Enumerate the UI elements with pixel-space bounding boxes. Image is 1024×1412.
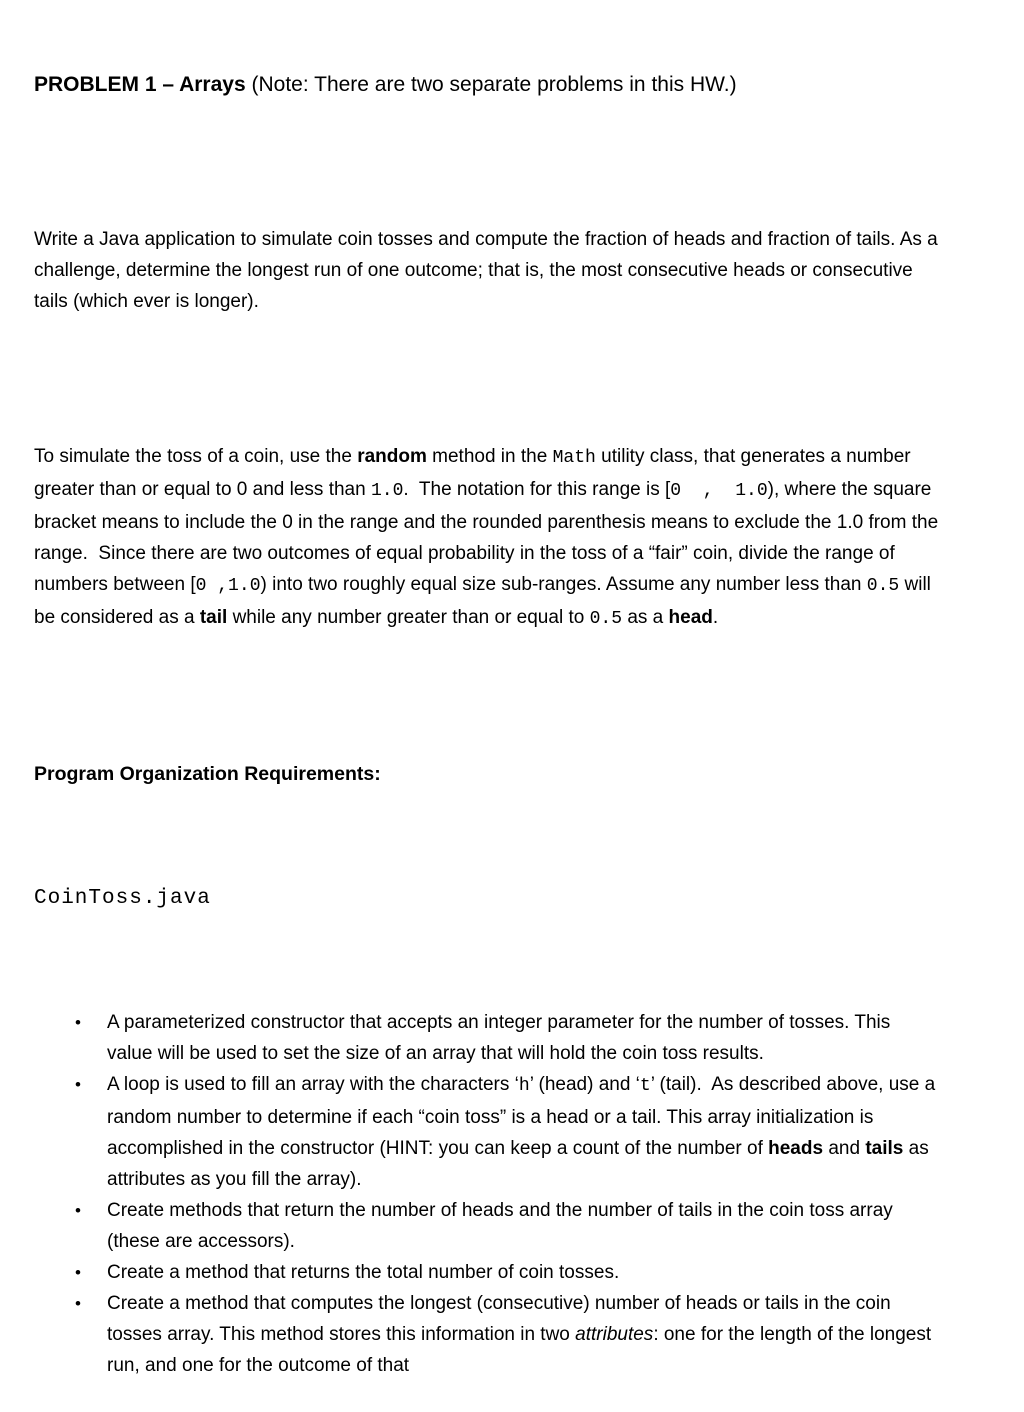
- text-run: To simulate the toss of a coin, use the: [34, 446, 358, 467]
- list-item: [34, 1257, 940, 1288]
- requirements-heading: Program Organization Requirements:: [34, 763, 381, 785]
- text-run: ’ (head) and ‘: [529, 1074, 640, 1095]
- text-run: heads: [768, 1138, 824, 1159]
- text-run: 0 ,1.0: [195, 576, 261, 596]
- bullet-icon: •: [75, 1075, 81, 1094]
- bullet-icon: •: [75, 1201, 81, 1220]
- list-item: [34, 1288, 940, 1381]
- problem-title: [34, 69, 940, 100]
- text-run: Create methods that return the number of heads and the number of tails in the coin toss array (these are accessors).: [107, 1200, 899, 1252]
- text-run: as a: [622, 607, 669, 628]
- bullet-icon: •: [75, 1013, 81, 1032]
- text-run: while any number greater than or equal to: [227, 607, 590, 628]
- list-item: [34, 1007, 940, 1069]
- class-filename: CoinToss.java: [34, 887, 211, 910]
- text-run: (Note: There are two separate problems in this HW.): [245, 73, 737, 96]
- text-run: as attributes as you fill the array).: [107, 1138, 934, 1190]
- intro-paragraph: [34, 224, 943, 317]
- list-item-text: [107, 1200, 898, 1252]
- text-run: 1.0: [370, 481, 404, 501]
- text-run: ), where the square bracket means to include the 0 in the range and the rounded parenthesis means to exclude the 1.0 from the range. Since there are two outcomes of equal probability in the toss of a “fair” coin, divide the range of numbers between [: [34, 479, 944, 595]
- text-run: Write a Java application to simulate coin tosses and compute the fraction of heads and fraction of tails. As a challenge, determine the longest run of one outcome; that is, the most consecutive heads or consecutive tails (which ever is longer).: [34, 229, 943, 312]
- bullet-icon: •: [75, 1294, 81, 1313]
- text-run: tail: [199, 607, 228, 628]
- text-run: Math: [552, 448, 596, 468]
- text-run: will be considered as a: [34, 574, 937, 628]
- list-item: [34, 1069, 940, 1195]
- list-item-text: [107, 1293, 936, 1376]
- requirements-list: [34, 1007, 940, 1381]
- text-run: : one for the length of the longest run, and one for the outcome of that: [107, 1324, 937, 1376]
- bullet-icon: •: [75, 1263, 81, 1282]
- text-run: 0 , 1.0: [670, 481, 768, 501]
- text-run: head: [668, 607, 713, 628]
- text-run: random: [357, 446, 427, 467]
- text-run: h: [518, 1076, 530, 1096]
- text-run: utility class, that generates a number greater than or equal to 0 and less than: [34, 446, 916, 500]
- text-run: A parameterized constructor that accepts an integer parameter for the number of tosses. This value will be used to set the size of an array that will hold the coin toss results.: [107, 1012, 896, 1064]
- text-run: Create a method that returns the total number of coin tosses.: [107, 1262, 620, 1283]
- list-item: [34, 1195, 940, 1257]
- text-run: . The notation for this range is [: [403, 479, 671, 500]
- text-run: A loop is used to fill an array with the characters ‘: [107, 1074, 519, 1095]
- text-run: .: [712, 607, 719, 628]
- text-run: and: [823, 1138, 866, 1159]
- text-run: t: [639, 1076, 651, 1096]
- coin-simulation-paragraph: [34, 441, 944, 635]
- list-item-text: [107, 1262, 619, 1283]
- text-run: attributes: [575, 1324, 654, 1345]
- text-run: PROBLEM 1 – Arrays: [34, 73, 246, 96]
- text-run: ’ (tail). As described above, use a random number to determine if each “coin toss” is a head or a tail. This array initialization is accomplished in the constructor (HINT: you can keep a count of the number of: [107, 1074, 941, 1159]
- text-run: 0.5: [866, 576, 900, 596]
- text-run: ) into two roughly equal size sub-ranges. Assume any number less than: [260, 574, 867, 595]
- text-run: 0.5: [589, 609, 623, 629]
- text-run: Create a method that computes the longest (consecutive) number of heads or tails in the coin tosses array. This method stores this information in two: [107, 1293, 896, 1345]
- list-item-text: [107, 1074, 940, 1190]
- text-run: method in the: [426, 446, 553, 467]
- text-run: tails: [865, 1138, 904, 1159]
- list-item-text: [107, 1012, 896, 1064]
